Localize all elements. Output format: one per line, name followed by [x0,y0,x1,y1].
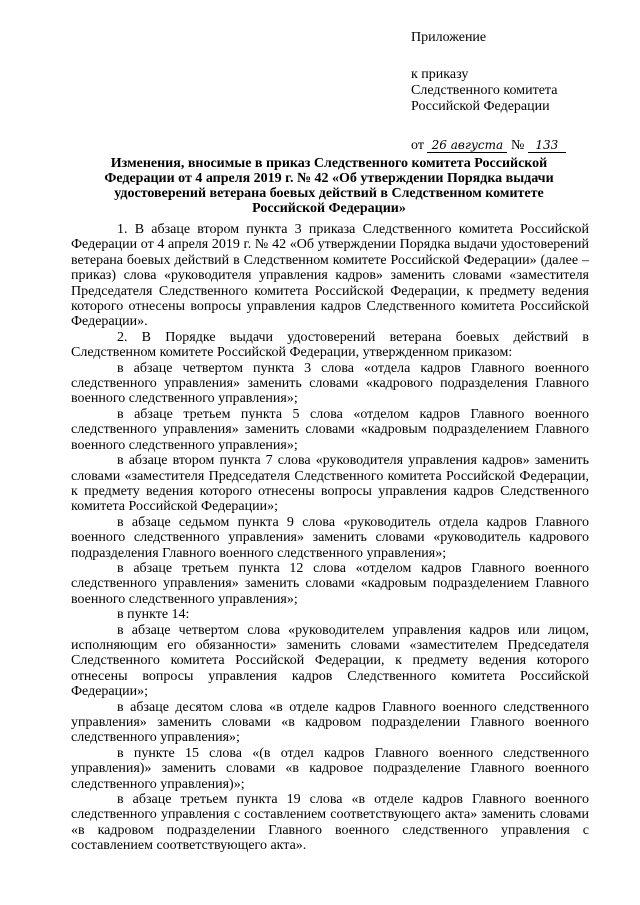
paragraph: в абзаце четвертом слова «руководителем управления кадров или лицом, исполняющим его обязанности» заменить словами «заместителем Председателя Следственного комитета Российской Федерации, к предмету ведения которого отнесены вопросы управления кадров Следственного комитета Российской Федерации»; [71,622,589,700]
paragraph: в абзаце десятом слова «в отделе кадров Главного военного следственного управления» заменить словами «в кадровом подразделении Главного военного следственного управления»; [71,699,589,746]
paragraph: в абзаце третьем пункта 12 слова «отделом кадров Главного военного следственного управления» заменить словами «кадровым подразделением Главного военного следственного управления»; [71,560,589,607]
document-body [71,222,589,854]
number-prefix: № [510,138,525,153]
paragraph: в абзаце четвертом пункта 3 слова «отдела кадров Главного военного следственного управления» заменить словами «кадрового подразделения Главного военного следственного управления»; [71,360,589,407]
appendix-date-line [411,138,626,154]
appendix-block [411,30,626,154]
paragraph: 1. В абзаце втором пункта 3 приказа Следственного комитета Российской Федерации от 4 апреля 2019 г. № 42 «Об утверждении Порядка выдачи удостоверений ветерана боевых действий в Следственном комитете Российской Федерации» (далее – приказ) слова «руководителя управления кадров» заменить словами «заместителя Председателя Следственного комитета Российской Федерации, к предмету ведения которого отнесены вопросы управления кадров Следственного комитета Российской Федерации». [71,222,589,330]
paragraph: в пункте 15 слова «(в отдел кадров Главного военного следственного управления)» заменить словами «в кадровое подразделение Главного военного следственного управления)»; [71,745,589,792]
appendix-label: Приложение [411,30,487,45]
paragraph: в абзаце втором пункта 7 слова «руководителя управления кадров» заменить словами «заместителя Председателя Следственного комитета Российской Федерации, к предмету ведения которого отнесены вопросы управления кадров Следственного комитета Российской Федерации»; [71,453,589,515]
paragraph: в пункте 14: [117,607,190,623]
title-line: Российской Федерации» [252,201,406,216]
paragraph: 2. В Порядке выдачи удостоверений ветерана боевых действий в Следственном комитете Российской Федерации, утвержденном приказом: [71,329,589,361]
document-title [70,156,588,216]
paragraph: в абзаце третьем пункта 19 слова «в отделе кадров Главного военного следственного управления с составлением соответствующего акта» заменить словами «в кадровом подразделении Главного военного следственного управления с составлением соответствующего акта». [71,792,589,854]
appendix-order-reference [411,67,626,115]
handwritten-date: 26 августа [427,139,507,153]
title-line: Федерации от 4 апреля 2019 г. № 42 «Об утверждении Порядка выдачи [104,171,554,186]
handwritten-number: 133 [528,139,566,153]
paragraph: в абзаце седьмом пункта 9 слова «руководитель отдела кадров Главного военного следственного управления» заменить словами «руководитель кадрового подразделения Главного военного следственного управления»; [71,514,589,561]
appendix-order-line: Российской Федерации [411,99,550,114]
title-line: удостоверений ветерана боевых действий в Следственном комитете [114,186,544,201]
appendix-order-line: к приказу [411,67,469,82]
title-line: Изменения, вносимые в приказ Следственного комитета Российской [110,156,548,171]
appendix-order-line: Следственного комитета [411,83,558,98]
date-prefix: от [411,138,424,153]
paragraph: в абзаце третьем пункта 5 слова «отделом кадров Главного военного следственного управления» заменить словами «кадровым подразделением Главного военного следственного управления»; [71,406,589,453]
